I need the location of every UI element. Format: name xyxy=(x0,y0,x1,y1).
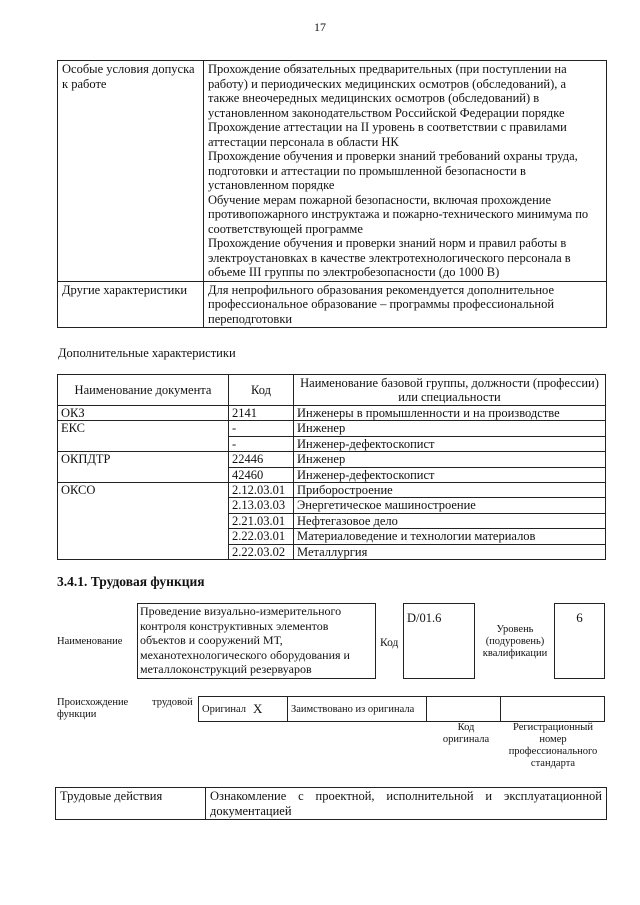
function-code-box xyxy=(403,603,475,679)
text-line: соответствующей программе xyxy=(208,221,363,236)
table-row xyxy=(58,281,607,328)
text-line: профессиональное образование – программы профессиональной xyxy=(208,297,555,311)
row-label: Особые условия допуска к работе xyxy=(58,61,204,282)
text-line: Регистрационный xyxy=(513,722,593,733)
code-label: Код xyxy=(380,637,399,649)
text-line: Прохождение обязательных предварительных (при поступлении на xyxy=(208,62,567,76)
original-code-cell xyxy=(427,697,501,721)
table-row xyxy=(58,483,606,498)
doc-cell: ОКПДТР xyxy=(58,452,229,483)
name-cell: Материаловедение и технологии материалов xyxy=(294,529,606,544)
code-cell: 22446 xyxy=(229,452,294,467)
code-cell: 2.22.03.02 xyxy=(229,544,294,559)
doc-cell: ОКЗ xyxy=(58,406,229,421)
text-line: Прохождение обучения и проверки знаний требований охраны труда, xyxy=(208,149,578,163)
header-code: Код xyxy=(229,375,294,406)
original-label: Оригинал xyxy=(202,704,246,715)
table-row xyxy=(56,788,607,820)
table-row xyxy=(58,406,606,421)
level-label xyxy=(480,624,550,660)
origin-label-word: трудовой xyxy=(152,697,193,708)
name-cell: Металлургия xyxy=(294,544,606,559)
text-line: Прохождение аттестации на II уровень в соответствии с правилами xyxy=(208,120,567,134)
code-cell: - xyxy=(229,421,294,436)
text-line: Проведение визуально-измерительного xyxy=(140,604,342,618)
original-cell xyxy=(199,697,288,721)
row-label: Трудовые действия xyxy=(56,788,206,820)
text-line: установленном порядке xyxy=(208,178,335,192)
text-line: подготовки и аттестации по промышленной безопасности в xyxy=(208,163,526,178)
table-header-row xyxy=(58,375,606,406)
name-cell: Инженер xyxy=(294,421,606,436)
text-line: Уровень xyxy=(496,624,534,635)
additional-characteristics-table xyxy=(57,374,606,560)
name-cell: Инженер xyxy=(294,452,606,467)
doc-cell: ОКСО xyxy=(58,483,229,560)
section-title: 3.4.1. Трудовая функция xyxy=(57,574,205,589)
table-row xyxy=(58,421,606,436)
name-cell: Инженеры в промышленности и на производстве xyxy=(294,406,606,421)
text-line: (подуровень) xyxy=(485,636,545,647)
text-line: установленном законодательством Российской Федерации порядке xyxy=(208,105,565,120)
function-code: D/01.6 xyxy=(407,611,442,625)
text-line: аттестации персонала в области НК xyxy=(208,134,399,149)
text-line: профессионального xyxy=(508,746,598,757)
text-line: номер xyxy=(539,734,567,745)
origin-row xyxy=(198,696,605,722)
table-row xyxy=(58,61,607,282)
name-label: Наименование xyxy=(57,636,123,647)
borrowed-label: Заимствовано из оригинала xyxy=(291,704,415,715)
text-line: противопожарного инструктажа и пожарно-технического минимума по xyxy=(208,207,589,221)
text-line: документацией xyxy=(210,803,292,818)
registration-number-cell xyxy=(501,697,603,721)
doc-cell: ЕКС xyxy=(58,421,229,452)
text-line: металлоконструкций резервуаров xyxy=(140,662,312,676)
header-document: Наименование документа xyxy=(58,375,229,406)
name-cell: Инженер-дефектоскопист xyxy=(294,436,606,451)
text-line: Для непрофильного образования рекомендуется дополнительное xyxy=(208,282,555,297)
additional-characteristics-heading: Дополнительные характеристики xyxy=(58,346,236,360)
text-line: Ознакомление с проектной, исполнительной и эксплуатационной xyxy=(210,789,602,803)
page-number: 17 xyxy=(314,20,326,34)
text-line: контроля конструктивных элементов xyxy=(140,618,329,633)
text-line: механотехнологического оборудования и xyxy=(140,647,350,662)
row-content xyxy=(206,788,607,820)
registration-caption xyxy=(500,722,606,770)
code-caption xyxy=(430,722,502,746)
borrowed-cell xyxy=(288,697,427,721)
row-label: Другие характеристики xyxy=(58,281,204,328)
function-name-box xyxy=(137,603,376,679)
name-cell: Энергетическое машиностроение xyxy=(294,498,606,513)
text-line: объектов и сооружений МТ, xyxy=(140,633,283,647)
origin-label-word: Происхождение xyxy=(57,697,129,708)
origin-label xyxy=(57,697,197,721)
text-line: стандарта xyxy=(530,758,576,769)
code-cell: 2141 xyxy=(229,406,294,421)
code-cell: 2.12.03.01 xyxy=(229,483,294,498)
name-cell: Инженер-дефектоскопист xyxy=(294,467,606,482)
qualification-level: 6 xyxy=(576,610,583,625)
row-content xyxy=(204,61,607,282)
name-cell: Нефтегазовое дело xyxy=(294,513,606,528)
text-line: квалификации xyxy=(482,648,548,659)
origin-label-word: функции xyxy=(57,709,97,720)
text-line: объеме III группы по электробезопасности (до 1000 В) xyxy=(208,265,500,279)
header-name: Наименование базовой группы, должности (профессии) или специальности xyxy=(294,375,606,406)
name-cell: Приборостроение xyxy=(294,483,606,498)
qualification-level-box xyxy=(554,603,605,679)
table-row xyxy=(58,452,606,467)
text-line: оригинала xyxy=(442,734,490,745)
text-line: Код xyxy=(457,722,475,733)
text-line: электроустановках в качестве электротехнологического персонала в xyxy=(208,250,571,265)
text-line: Обучение мерам пожарной безопасности, включая прохождение xyxy=(208,192,551,207)
labor-actions-table xyxy=(55,787,607,820)
text-line: переподготовки xyxy=(208,311,293,326)
code-cell: 42460 xyxy=(229,467,294,482)
row-content xyxy=(204,281,607,328)
original-mark: X xyxy=(253,701,263,716)
code-cell: 2.13.03.03 xyxy=(229,498,294,513)
code-cell: - xyxy=(229,436,294,451)
text-line: работу) и периодических медицинских осмотров (обследований), а xyxy=(208,76,567,91)
admission-conditions-table xyxy=(57,60,607,328)
code-cell: 2.21.03.01 xyxy=(229,513,294,528)
code-cell: 2.22.03.01 xyxy=(229,529,294,544)
text-line: Прохождение обучения и проверки знаний норм и правил работы в xyxy=(208,236,567,250)
text-line: также внеочередных медицинских осмотров (обследований) в xyxy=(208,91,540,105)
